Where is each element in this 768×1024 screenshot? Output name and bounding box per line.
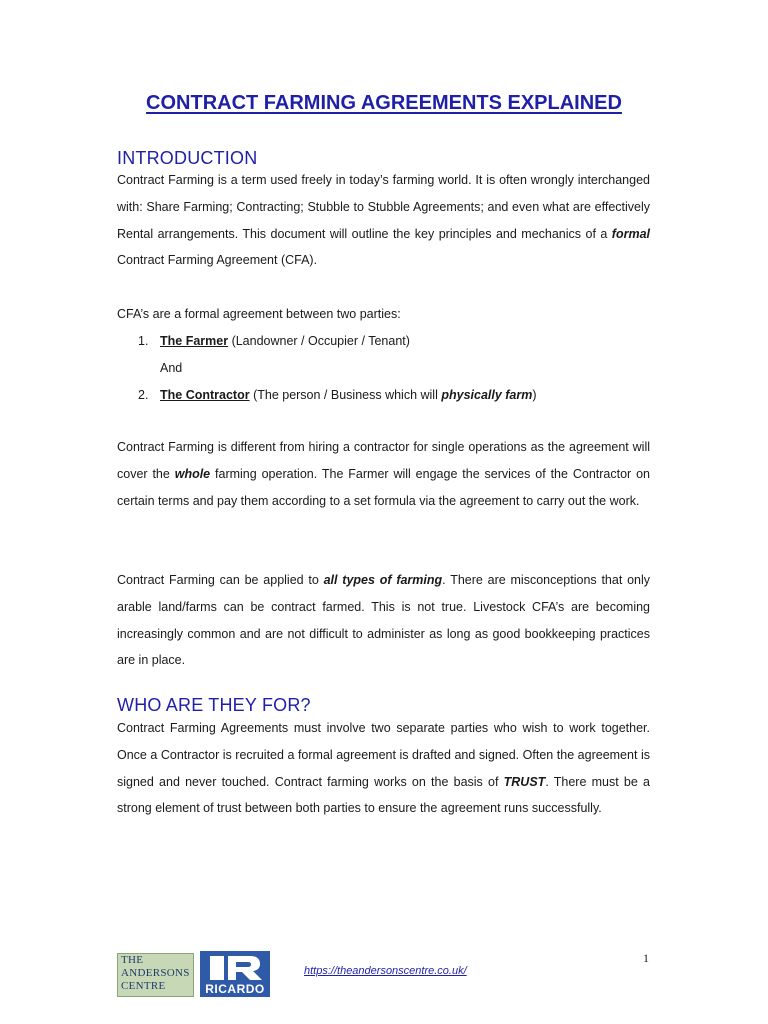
intro-p4-text-a: Contract Farming can be applied to: [117, 573, 324, 587]
website-link[interactable]: https://theandersonscentre.co.uk/: [304, 965, 467, 977]
intro-p1-emphasis: formal: [611, 226, 650, 241]
list-item-2-number: 2.: [138, 388, 149, 402]
list-item-1-text: (Landowner / Occupier / Tenant): [228, 334, 410, 348]
intro-paragraph-4: [117, 567, 650, 674]
intro-p3-text-a: Contract Farming is different from hiring a contractor for single operations as the agreement will cover the: [117, 440, 650, 481]
list-item-2: [160, 385, 537, 405]
andersons-centre-logo: [117, 953, 194, 997]
list-item-2-text-b: ): [532, 388, 537, 402]
intro-p4-emphasis: all types of farming: [323, 573, 443, 587]
list-and-text: And: [160, 361, 183, 375]
list-item-2-text-a: (The person / Business which will: [249, 388, 442, 402]
list-item-1-number: 1.: [138, 334, 149, 348]
who-heading: WHO ARE THEY FOR?: [117, 695, 311, 715]
list-item-2-label: The Contractor: [160, 388, 250, 402]
introduction-heading: INTRODUCTION: [117, 148, 258, 168]
ricardo-logo: [200, 951, 270, 997]
intro-p3-text-c: farming operation. The Farmer will engage the services of the Contractor on certain terms and pay them according to a set formula via the agreement to carry out the work.: [117, 466, 650, 508]
who-p1-emphasis: TRUST: [503, 774, 546, 789]
list-item-2-emphasis: physically farm: [441, 388, 533, 402]
who-p1-text-a: Contract Farming Agreements must involve two separate parties who wish to work together. Once a Contractor is recruited a formal agreement is drafted and signed. Often the agreement is signed and never touched. Contract farming works on the basis of: [117, 721, 650, 789]
who-paragraph-1: [117, 715, 650, 822]
document-title: CONTRACT FARMING AGREEMENTS EXPLAINED: [146, 92, 622, 114]
intro-p1-text-c: Contract Farming Agreement (CFA).: [117, 253, 318, 268]
list-item-1: [160, 331, 410, 351]
who-p1-text-c: . There must be a strong element of trust between both parties to ensure the agreement runs successfully.: [117, 774, 650, 816]
logo-a-line-1: THE: [121, 954, 144, 966]
page-number: 1: [643, 951, 649, 965]
ricardo-logo-text: RICARDO: [205, 982, 265, 996]
intro-paragraph-1: [117, 167, 650, 274]
intro-p1-text-a: Contract Farming is a term used freely in today’s farming world. It is often wrongly interchanged with: Share Farming; Contracting; Stubble to Stubble Agreements; and even what are effectively Rental arrangements. This document will outline the key principles and mechanics of a: [117, 173, 650, 241]
intro-p3-emphasis: whole: [174, 466, 211, 481]
list-item-1-label: The Farmer: [160, 334, 229, 348]
intro-p4-text-c: . There are misconceptions that only arable land/farms can be contract farmed. This is not true. Livestock CFA’s are becoming increasingly common and are not difficult to administer as long as good bookkeeping practices are in place.: [117, 573, 651, 668]
ricardo-r-mark-icon: [206, 954, 264, 982]
logo-a-line-2: ANDERSONS: [121, 967, 190, 979]
intro-paragraph-2: CFA’s are a formal agreement between two parties:: [117, 307, 401, 321]
logo-a-line-3: CENTRE: [121, 980, 166, 992]
intro-paragraph-3: [117, 434, 650, 514]
